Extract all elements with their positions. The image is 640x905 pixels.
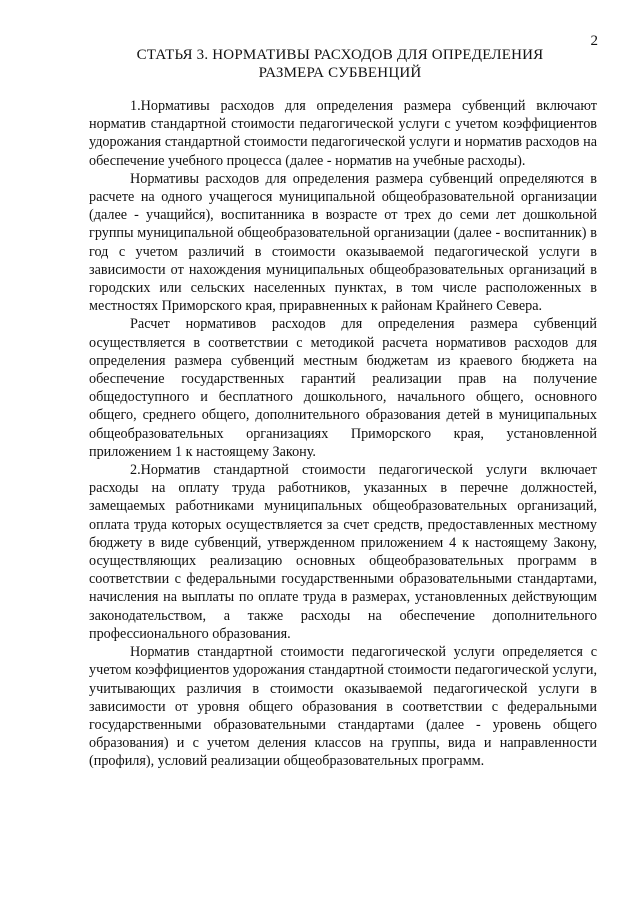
paragraph: Расчет нормативов расходов для определения размера субвенций осуществляется в соответствии с методикой расчета нормативов расходов для определения размера субвенций местным бюджетам из краевого бюджета на обеспечение государственных гарантий реализации прав на получение общедоступного и бесплатного дошкольного, начального общего, основного общего, среднего общего, дополнительного образования детей в муниципальных общеобразовательных организациях Приморского края, установленной приложением 1 к настоящему Закону. bbox=[89, 316, 597, 460]
article-heading-line-1: СТАТЬЯ 3. НОРМАТИВЫ РАСХОДОВ ДЛЯ ОПРЕДЕЛЕНИЯ bbox=[136, 47, 544, 63]
paragraph: Норматив стандартной стоимости педагогической услуги определяется с учетом коэффициентов удорожания стандартной стоимости педагогической услуги, учитывающих различия в стоимости оказываемой педагогической услуги в зависимости от уровня общего образования в соответствии с федеральными государственными образовательными стандартами (далее - уровень общего образования) и с учетом деления классов на группы, вида и направленности (профиля), условий реализации общеобразовательных программ. bbox=[89, 644, 597, 770]
article-body bbox=[89, 97, 597, 771]
article-heading bbox=[90, 46, 590, 82]
paragraph: 1.Нормативы расходов для определения размера субвенций включают норматив стандартной стоимости педагогической услуги с учетом коэффициентов удорожания стандартной стоимости педагогической услуги и норматив расходов на обеспечение учебного процесса (далее - норматив на учебные расходы). bbox=[89, 98, 597, 169]
article-heading-line-2: РАЗМЕРА СУБВЕНЦИЙ bbox=[258, 65, 422, 81]
page-number: 2 bbox=[590, 33, 598, 49]
paragraph: 2.Норматив стандартной стоимости педагогической услуги включает расходы на оплату труда работников, указанных в перечне должностей, замещаемых работниками муниципальных общеобразовательных организаций, оплата труда которых осуществляется за счет средств, предоставленных местному бюджету в виде субвенций, утвержденном приложением 4 к настоящему Закону, осуществляющих реализацию основных общеобразовательных программ в соответствии с федеральными государственными образовательными стандартами, начисления на выплаты по оплате труда в размерах, установленных действующим законодательством, а также расходы на обеспечение дополнительного профессионального образования. bbox=[89, 462, 597, 642]
paragraph: Нормативы расходов для определения размера субвенций определяются в расчете на одного учащегося муниципальной общеобразовательной организации (далее - учащийся), воспитанника в возрасте от трех до семи лет дошкольной группы муниципальной общеобразовательной организации (далее - воспитанник) в год с учетом различий в стоимости оказываемой педагогической услуги в зависимости от нахождения муниципальных общеобразовательных организаций в городских или сельских населенных пунктах, в том числе расположенных в местностях Приморского края, приравненных к районам Крайнего Севера. bbox=[89, 170, 597, 315]
